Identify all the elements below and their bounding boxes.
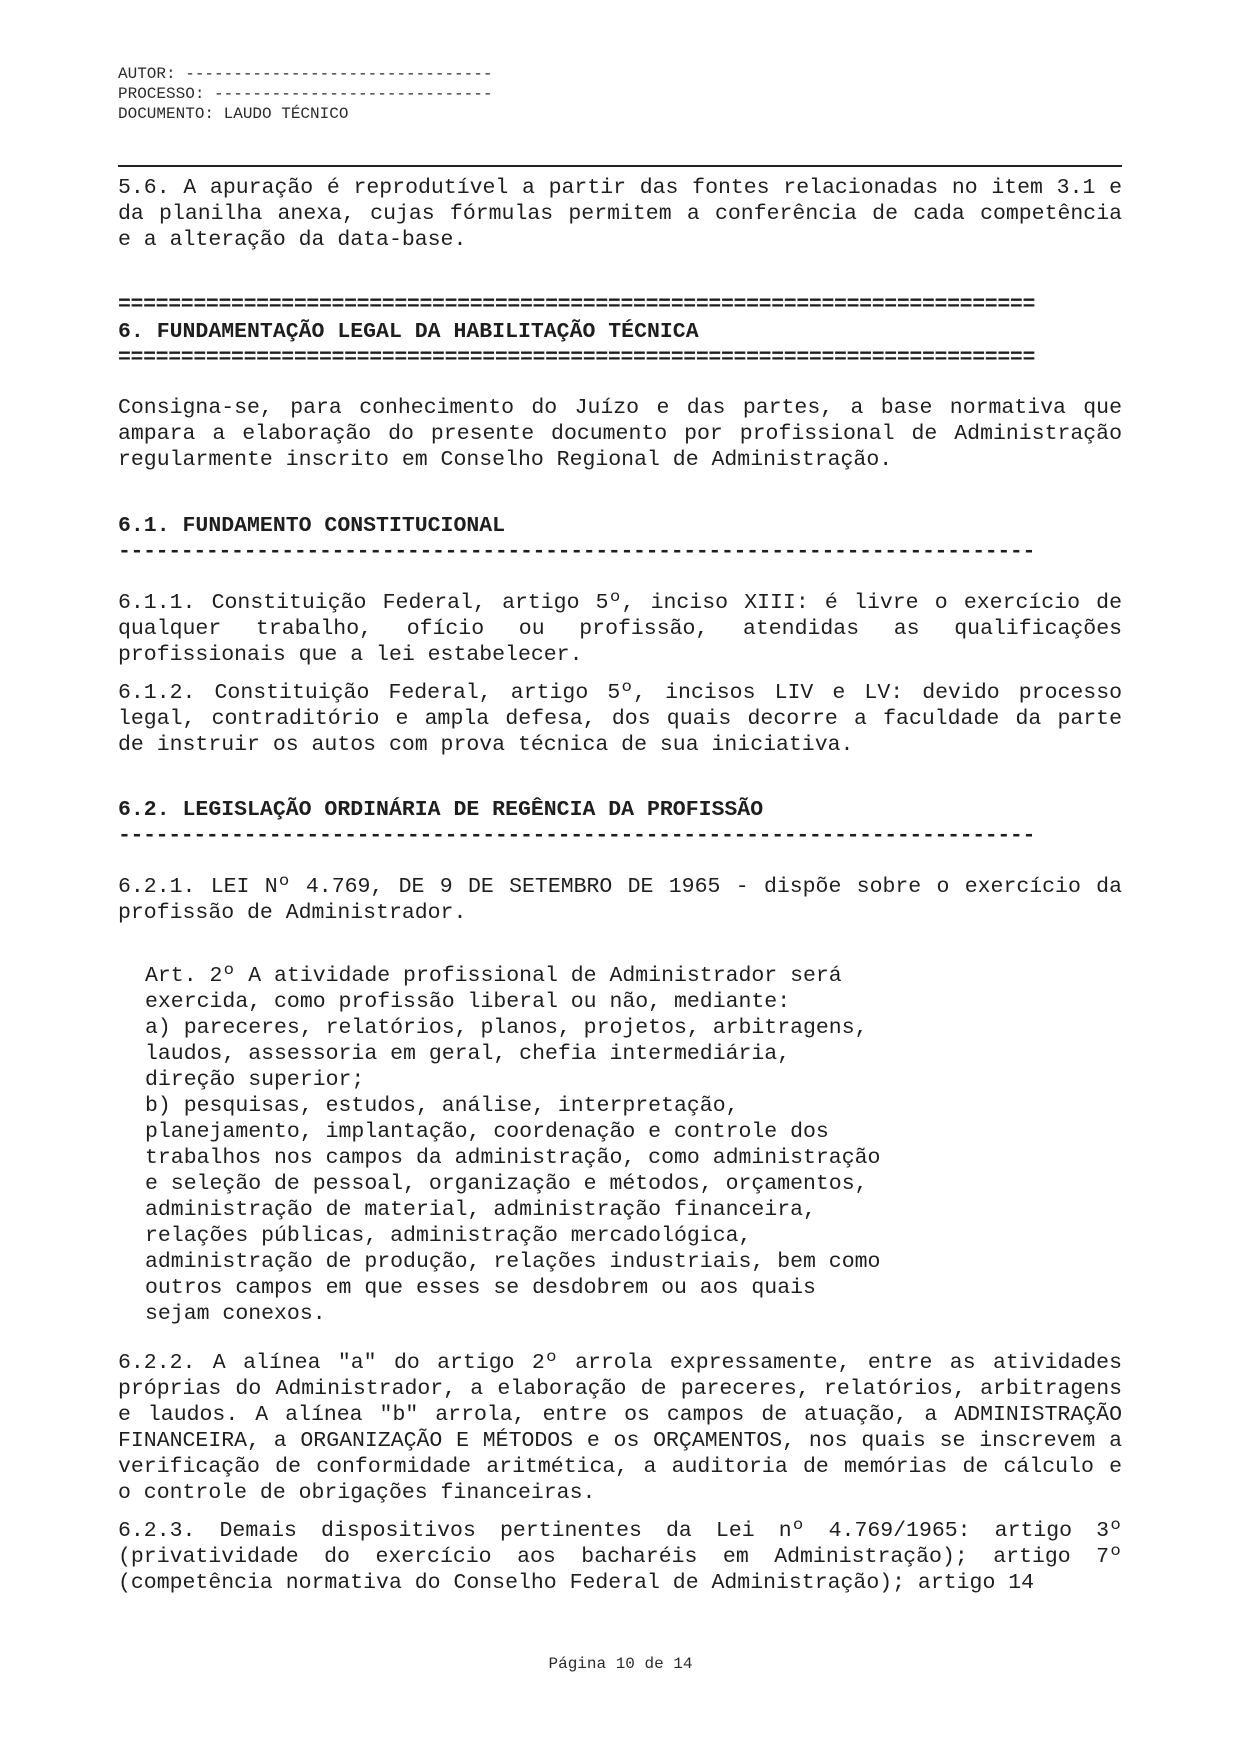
quote-line: exercida, como profissão liberal ou não, mediante: (145, 990, 791, 1014)
page-number: Página 10 de 14 (548, 1655, 693, 1673)
section-6-2-title: 6.2. LEGISLAÇÃO ORDINÁRIA DE REGÊNCIA DA PROFISSÃO (118, 798, 764, 822)
paragraph-6-2-2: 6.2.2. A alínea "a" do artigo 2º arrola expressamente, entre as atividades próprias do Administrador, a elaboração de pareceres, relatórios, arbitragens e laudos. A alínea "b" arrola, entre os campos de atuação, a ADMINISTRAÇÃO FINANCEIRA, a ORGANIZAÇÃO E MÉTODOS e os ORÇAMENTOS, nos quais se inscrevem a verificação de conformidade aritmética, a auditoria de memórias de cálculo e o controle de obrigações financeiras. (118, 1351, 1122, 1505)
header-divider (118, 165, 1122, 167)
section-6-1-title: 6.1. FUNDAMENTO CONSTITUCIONAL (118, 514, 506, 538)
paragraph-6-1-2: 6.1.2. Constituição Federal, artigo 5º, incisos LIV e LV: devido processo legal, contraditório e ampla defesa, dos quais decorre a faculdade da parte de instruir os autos com prova técnica de sua iniciativa. (118, 681, 1122, 757)
quote-line: a) pareceres, relatórios, planos, projetos, arbitragens, (145, 1016, 868, 1040)
quote-line: direção superior; (145, 1068, 365, 1092)
quote-line: trabalhos nos campos da administração, como administração (145, 1146, 881, 1170)
section-6-title: 6. FUNDAMENTAÇÃO LEGAL DA HABILITAÇÃO TÉCNICA (118, 320, 699, 344)
separator-single-6-2: ------------------------------------------------------------------------- (118, 824, 1036, 848)
paragraph-6-2-3: 6.2.3. Demais dispositivos pertinentes da Lei nº 4.769/1965: artigo 3º (privatividade do exercício aos bacharéis em Administração); artigo 7º (competência normativa do Conselho Federal de Administração); artigo 14 (118, 1519, 1122, 1595)
quote-line: b) pesquisas, estudos, análise, interpretação, (145, 1094, 739, 1118)
law-quote-block (145, 963, 880, 1327)
separator-double-top: ========================================================================= (118, 293, 1036, 317)
header-documento: DOCUMENTO: LAUDO TÉCNICO (118, 105, 349, 123)
header-autor: AUTOR: -------------------------------- (118, 65, 493, 83)
paragraph-5-6: 5.6. A apuração é reprodutível a partir das fontes relacionadas no item 3.1 e da planilha anexa, cujas fórmulas permitem a conferência de cada competência e a alteração da data-base. (118, 176, 1122, 252)
separator-single-6-1: ------------------------------------------------------------------------- (118, 540, 1036, 564)
quote-line: outros campos em que esses se desdobrem ou aos quais (145, 1276, 816, 1300)
quote-line: laudos, assessoria em geral, chefia intermediária, (145, 1042, 791, 1066)
quote-line: e seleção de pessoal, organização e métodos, orçamentos, (145, 1172, 868, 1196)
header-processo: PROCESSO: ----------------------------- (118, 85, 493, 103)
separator-double-bottom: ========================================================================= (118, 346, 1036, 370)
quote-line: planejamento, implantação, coordenação e controle dos (145, 1120, 829, 1144)
paragraph-6-2-1: 6.2.1. LEI Nº 4.769, DE 9 DE SETEMBRO DE 1965 - dispõe sobre o exercício da profissão de Administrador. (118, 875, 1122, 925)
section-6-intro: Consigna-se, para conhecimento do Juízo e das partes, a base normativa que ampara a elaboração do presente documento por profissional de Administração regularmente inscrito em Conselho Regional de Administração. (118, 396, 1122, 472)
quote-line: sejam conexos. (145, 1302, 326, 1326)
quote-line: relações públicas, administração mercadológica, (145, 1224, 752, 1248)
quote-line: administração de material, administração financeira, (145, 1198, 816, 1222)
paragraph-6-1-1: 6.1.1. Constituição Federal, artigo 5º, inciso XIII: é livre o exercício de qualquer trabalho, ofício ou profissão, atendidas as qualificações profissionais que a lei estabelecer. (118, 591, 1122, 667)
quote-line: Art. 2º A atividade profissional de Administrador será (145, 964, 842, 988)
quote-line: administração de produção, relações industriais, bem como (145, 1250, 881, 1274)
